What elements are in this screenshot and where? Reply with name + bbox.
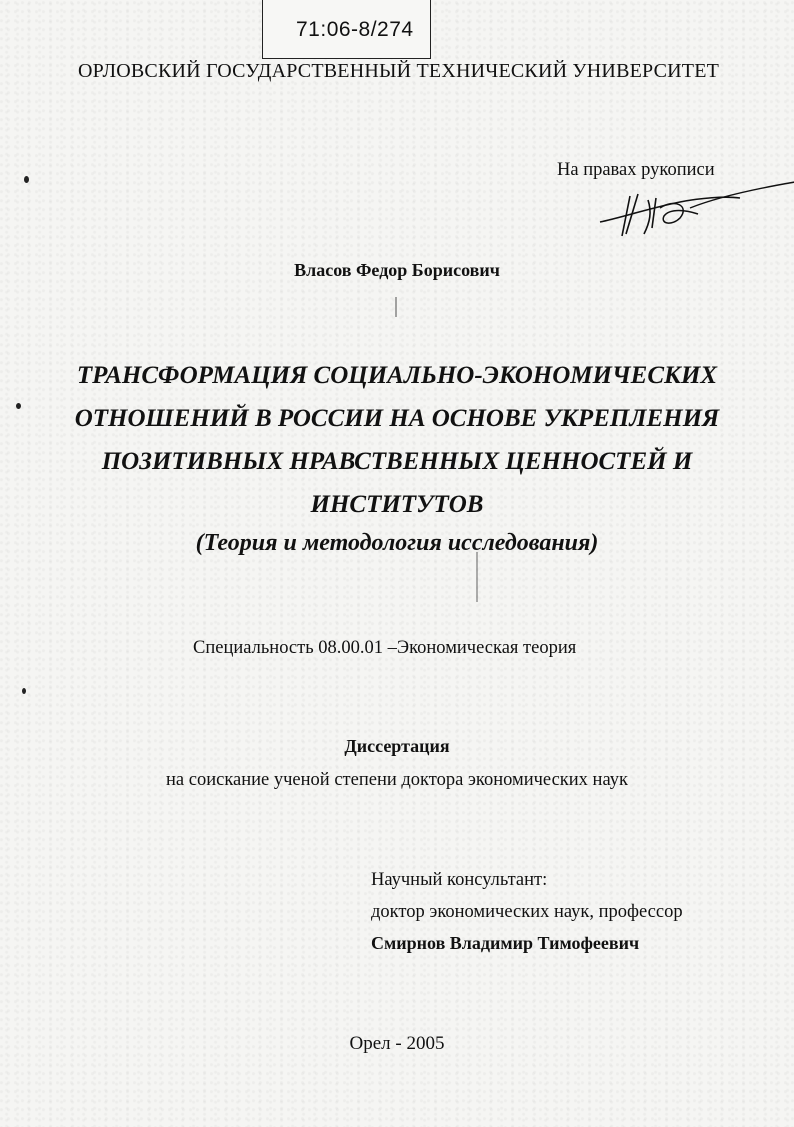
dissertation-title: [40, 354, 754, 526]
scan-speck: [476, 552, 478, 602]
scan-speck: [24, 176, 29, 183]
manuscript-rights-label: На правах рукописи: [557, 160, 715, 180]
degree-line: на соискание ученой степени доктора экономических наук: [166, 770, 628, 790]
university-name: ОРЛОВСКИЙ ГОСУДАРСТВЕННЫЙ ТЕХНИЧЕСКИЙ УНИВЕРСИТЕТ: [78, 60, 720, 82]
dissertation-subtitle: (Теория и методология исследования): [195, 530, 599, 556]
title-line: ПОЗИТИВНЫХ НРАВСТВЕННЫХ ЦЕННОСТЕЙ И: [101, 448, 693, 475]
author-name: Власов Федор Борисович: [294, 260, 500, 280]
city-year: Орел - 2005: [349, 1033, 445, 1054]
dissertation-label: Диссертация: [344, 736, 450, 756]
consultant-name: Смирнов Владимир Тимофеевич: [371, 933, 640, 953]
scan-speck: [395, 297, 397, 317]
scan-speck: [16, 403, 21, 409]
archive-code: 71:06-8/274: [296, 18, 414, 41]
consultant-label: Научный консультант:: [371, 870, 548, 890]
title-line: ИНСТИТУТОВ: [310, 491, 484, 518]
title-line: ОТНОШЕНИЙ В РОССИИ НА ОСНОВЕ УКРЕПЛЕНИЯ: [74, 405, 720, 432]
specialty: Специальность 08.00.01 –Экономическая теория: [193, 638, 577, 658]
title-line: ТРАНСФОРМАЦИЯ СОЦИАЛЬНО-ЭКОНОМИЧЕСКИХ: [76, 362, 718, 389]
consultant-title: доктор экономических наук, профессор: [371, 902, 683, 922]
signature: [590, 178, 794, 248]
scan-speck: [22, 688, 26, 694]
